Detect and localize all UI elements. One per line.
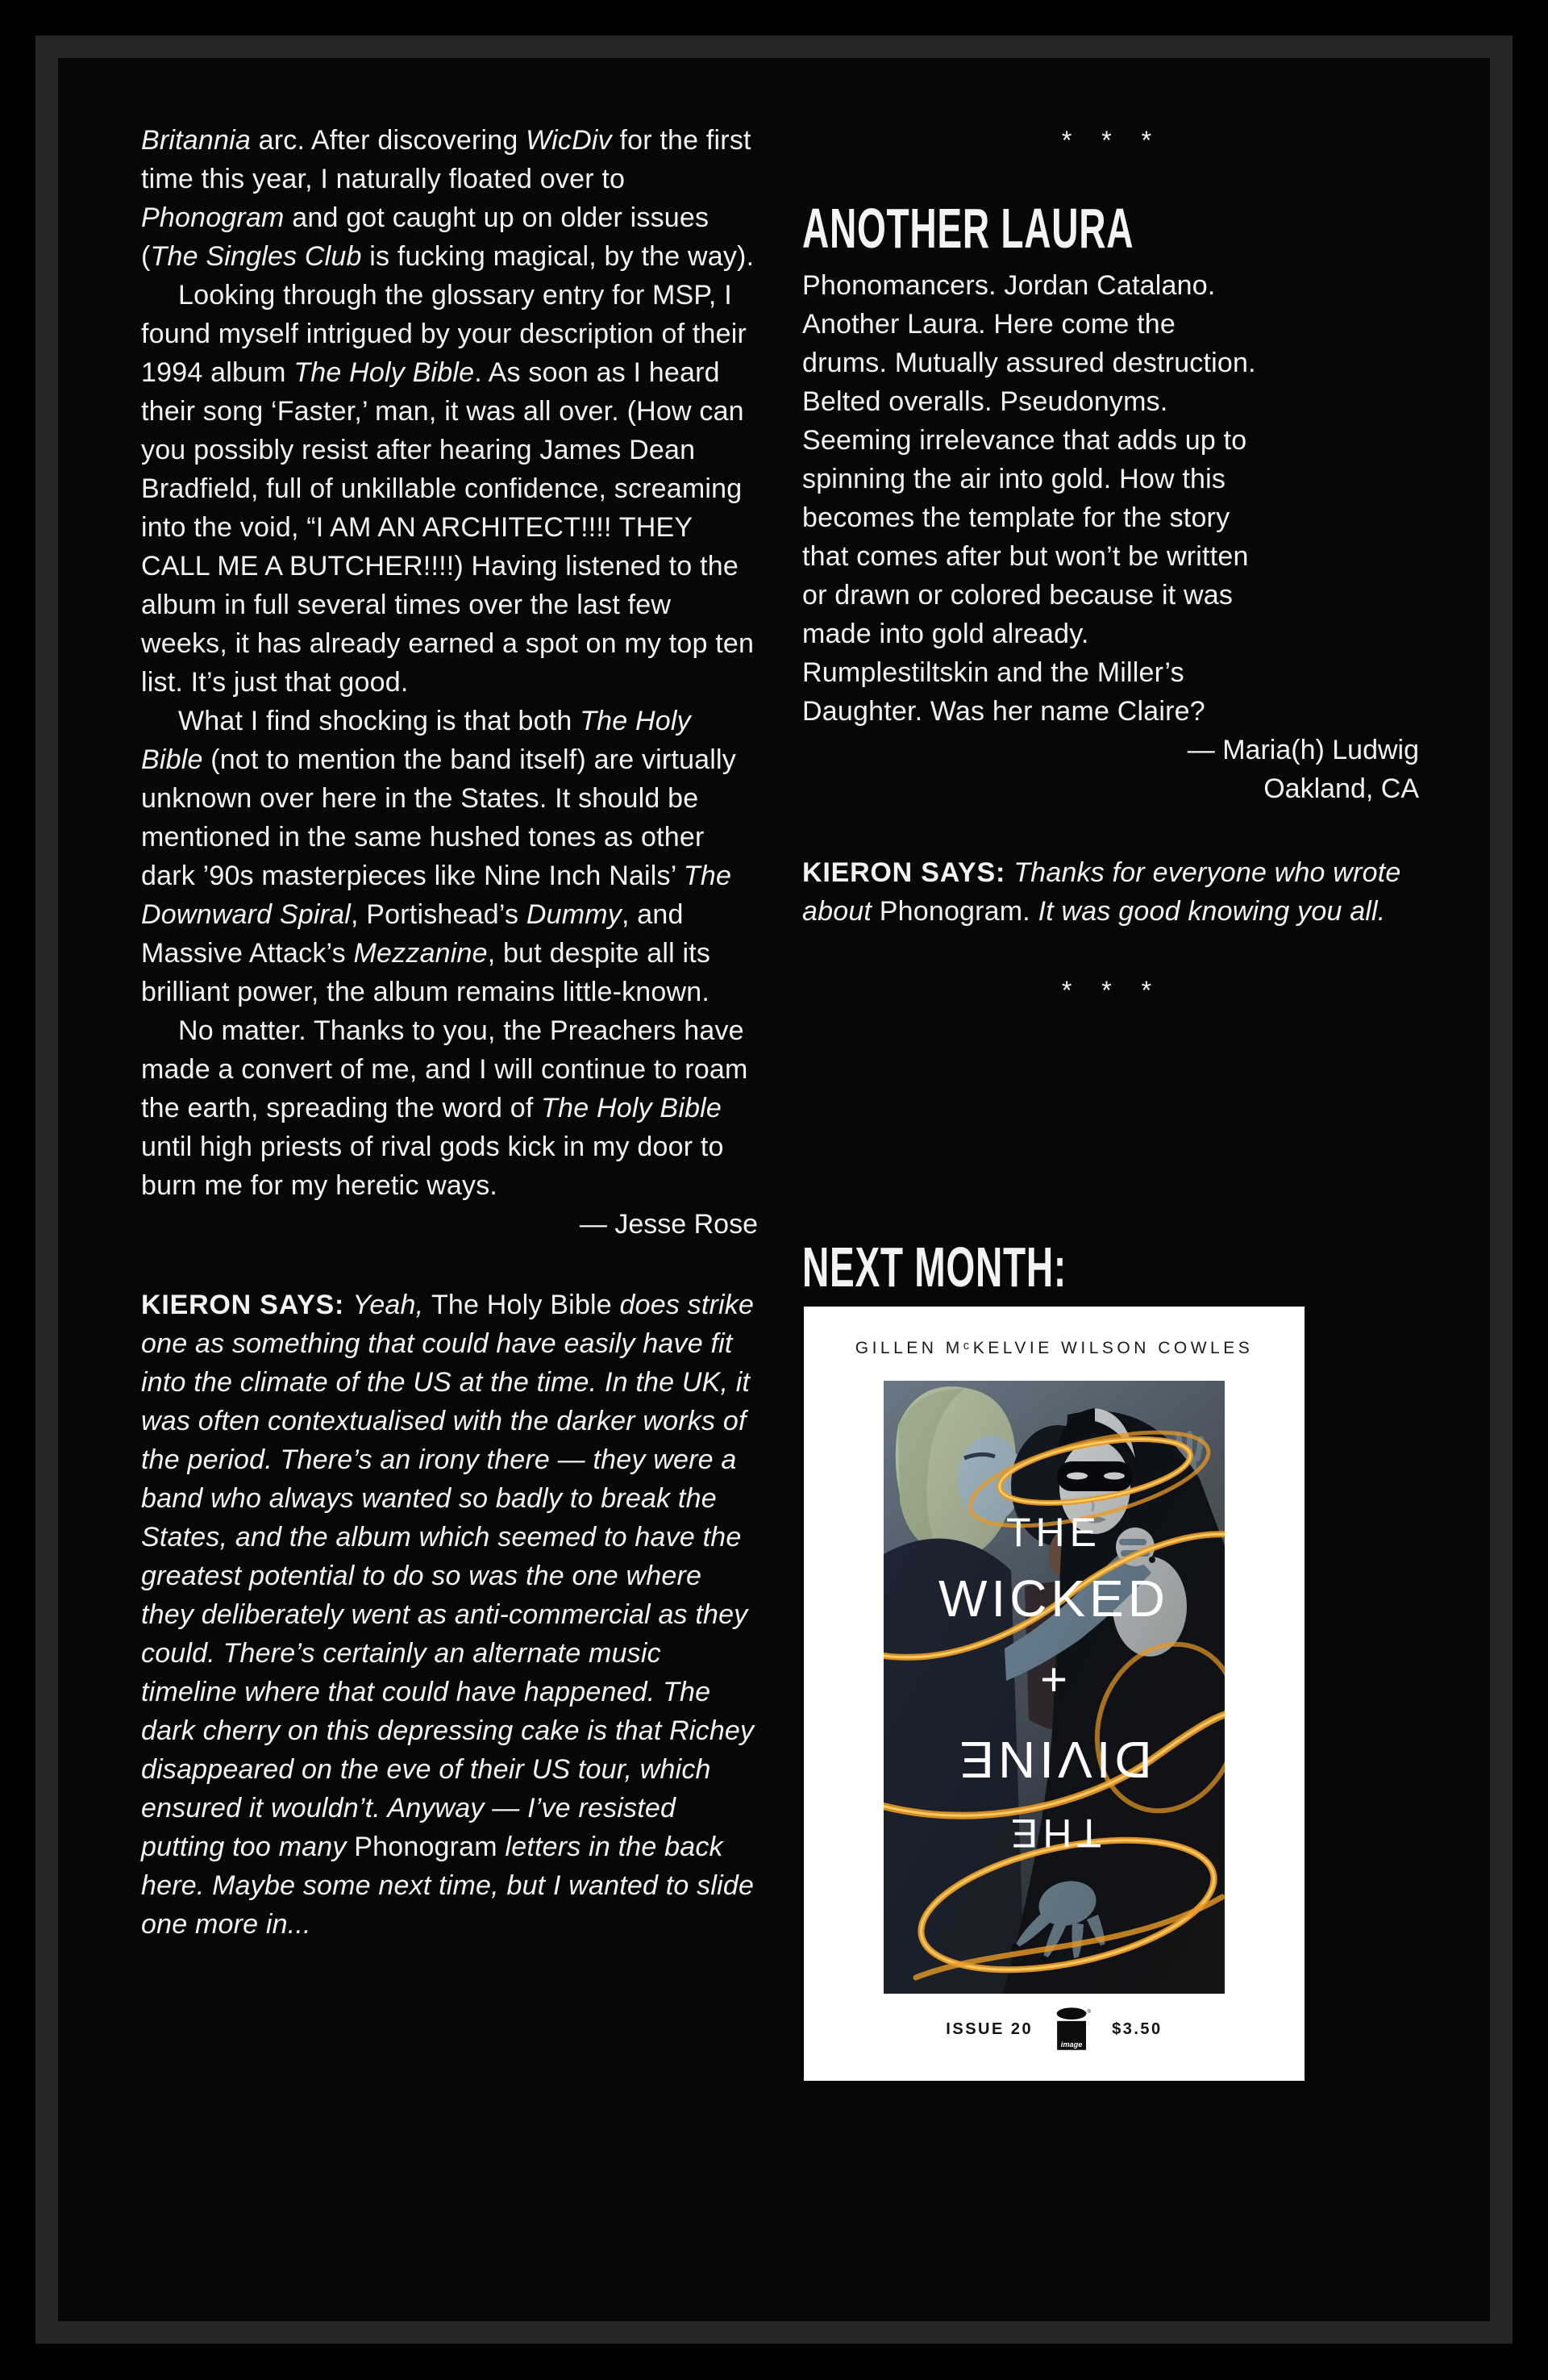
letter-title: ANOTHER LAURA: [802, 197, 1134, 261]
letter-paragraph: Britannia arc. After discovering WicDiv for the first time this year, I naturally floated over to Phonogram and got caught up on older issues (The Singles Club is fucking magical, by the way).: [141, 125, 755, 272]
section-separator: * * *: [1061, 976, 1160, 1005]
letter-signature: — Jesse Rose: [579, 1209, 758, 1240]
cover-credits: GILLEN MᶜKELVIE WILSON COWLES: [855, 1339, 1254, 1357]
section-separator: * * *: [1061, 126, 1160, 155]
kieron-says-reply: KIERON SAYS: Yeah, The Holy Bible does strike one as something that could have easily have fit into the climate of the US at the time. In the UK, it was often contextualised with the darker works of the period. There’s an irony there — they were a band who always wanted so badly to break the States, and the album which seemed to have the greatest potential to do so was the one where they deliberately went as anti-commercial as they could. There’s certainly an alternate music timeline where that could have happened. The dark cherry on this depressing cake is that Richey disappeared on the eve of their US tour, which ensured it wouldn’t. Anyway — I’ve resisted putting too many Phonogram letters in the back here. Maybe some next time, but I wanted to slide one more in...: [141, 1290, 755, 1940]
cover-footer: [804, 2007, 1305, 2052]
next-issue-cover: [804, 1307, 1305, 2081]
registered-mark-icon: ®: [1087, 2008, 1092, 2015]
title-plus: +: [1040, 1653, 1067, 1706]
letter-paragraph: No matter. Thanks to you, the Preachers have made a convert of me, and I will continue to roam the earth, spreading the word of The Holy Bible until high priests of rival gods kick in my door to burn me for my heretic ways.: [141, 1015, 748, 1201]
title-the: THE: [1006, 1510, 1101, 1555]
letter-signature: — Maria(h) Ludwig: [1187, 735, 1419, 765]
letter-paragraph: What I find shocking is that both The Holy Bible (not to mention the band itself) are virtually unknown over here in the States. It should be mentioned in the same hushed tones as other dark ’90s masterpieces like Nine Inch Nails’ The Downward Spiral, Portishead’s Dummy, and Massive Attack’s Mezzanine, but despite all its brilliant power, the album remains little-known.: [141, 706, 737, 1007]
title-divine-flipped: DIVINE: [955, 1731, 1152, 1789]
next-month-heading: NEXT MONTH:: [802, 1236, 1067, 1299]
image-logo-wordmark: image: [1060, 2040, 1083, 2049]
image-comics-logo: [1054, 2007, 1091, 2052]
right-column: [802, 121, 1419, 2081]
kieron-says-reply: KIERON SAYS: Thanks for everyone who wrote about Phonogram. It was good knowing you all.: [802, 857, 1401, 927]
cover-price: $3.50: [1112, 2019, 1163, 2038]
letter-paragraph: Phonomancers. Jordan Catalano. Another Laura. Here come the drums. Mutually assured destruction. Belted overalls. Pseudonyms. Seeming irrelevance that adds up to spinning the air into gold. How this becomes the template for the story that comes after but won’t be written or drawn or colored because it was made into gold already. Rumplestiltskin and the Miller’s Daughter. Was her name Claire?: [802, 270, 1256, 727]
letter-signature-location: Oakland, CA: [1263, 773, 1419, 804]
cover-art: [884, 1381, 1225, 1994]
left-column: [141, 121, 758, 1944]
title-the-flipped: THE: [1006, 1811, 1101, 1856]
letter-paragraph: Looking through the glossary entry for MSP, I found myself intrigued by your description of their 1994 album The Holy Bible. As soon as I heard their song ‘Faster,’ man, it was all over. (How can you possibly resist after hearing James Dean Bradfield, full of unkillable confidence, screaming into the void, “I AM AN ARCHITECT!!!! THEY CALL ME A BUTCHER!!!!) Having listened to the album in full several times over the last few weeks, it has already earned a spot on my top ten list. It’s just that good.: [141, 280, 755, 698]
title-wicked: WICKED: [938, 1569, 1169, 1628]
issue-number: ISSUE 20: [946, 2019, 1034, 2038]
